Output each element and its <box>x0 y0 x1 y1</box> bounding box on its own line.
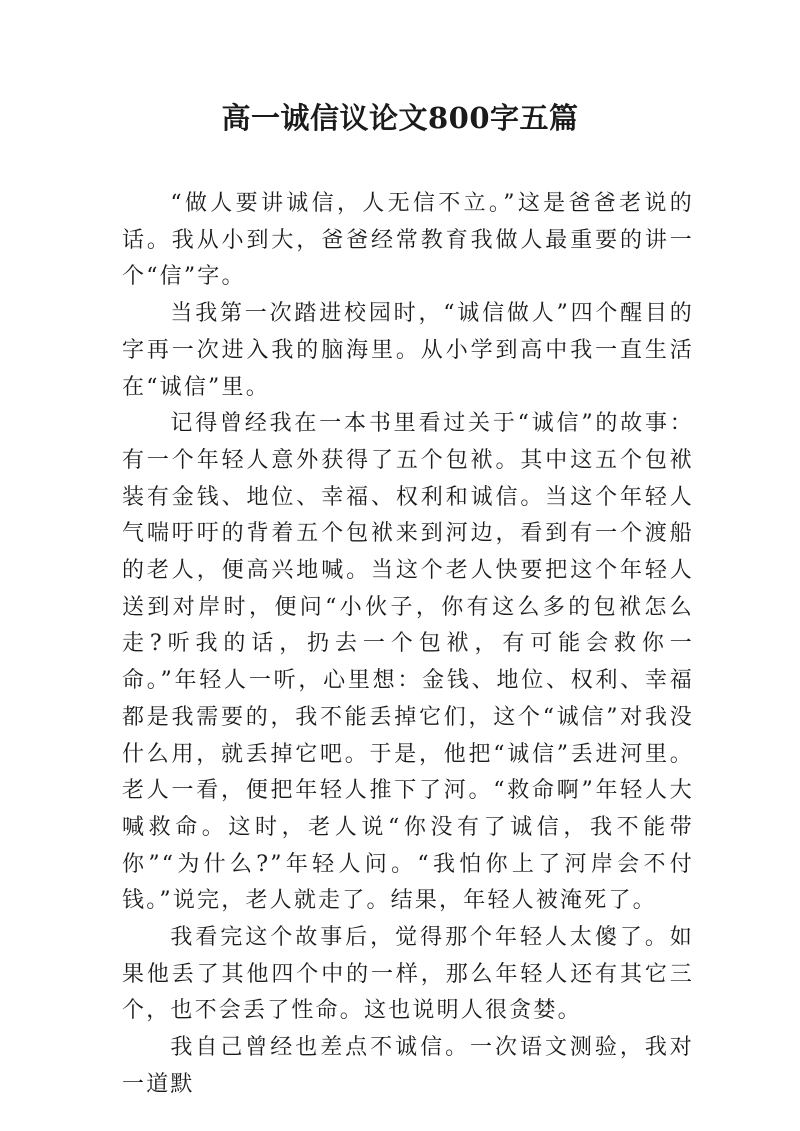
document-body <box>122 186 694 1104</box>
paragraph-5: 我自己曾经也差点不诚信。一次语文测验，我对一道默 <box>122 1035 694 1097</box>
paragraph-3: 记得曾经我在一本书里看过关于“诚信”的故事：有一个年轻人意外获得了五个包袱。其中这五个包袱装有金钱、地位、幸福、权利和诚信。当这个年轻人气喘吁吁的背着五个包袱来到河边，看到有一个渡船的老人，便高兴地喊。当这个老人快要把这个年轻人送到对岸时，便问“小伙子，你有这么多的包袱怎么走?听我的话，扔去一个包袱，有可能会救你一命。”年轻人一听，心里想：金钱、地位、权利、幸福都是我需要的，我不能丢掉它们，这个“诚信”对我没什么用，就丢掉它吧。于是，他把“诚信”丢进河里。老人一看，便把年轻人推下了河。“救命啊”年轻人大喊救命。这时，老人说“你没有了诚信，我不能带你”“为什么?”年轻人问。“我怕你上了河岸会不付钱。”说完，老人就走了。结果，年轻人被淹死了。 <box>122 411 694 914</box>
paragraph-1: “做人要讲诚信，人无信不立。”这是爸爸老说的话。我从小到大，爸爸经常教育我做人最重要的讲一个“信”字。 <box>122 191 694 290</box>
paragraph-4: 我看完这个故事后，觉得那个年轻人太傻了。如果他丢了其他四个中的一样，那么年轻人还有其它三个，也不会丢了性命。这也说明人很贪婪。 <box>122 925 694 1024</box>
page-title: 高一诚信议论文800字五篇 <box>221 101 579 135</box>
paragraph-2: 当我第一次踏进校园时，“诚信做人”四个醒目的字再一次进入我的脑海里。从小学到高中我一直生活在“诚信”里。 <box>122 301 694 400</box>
